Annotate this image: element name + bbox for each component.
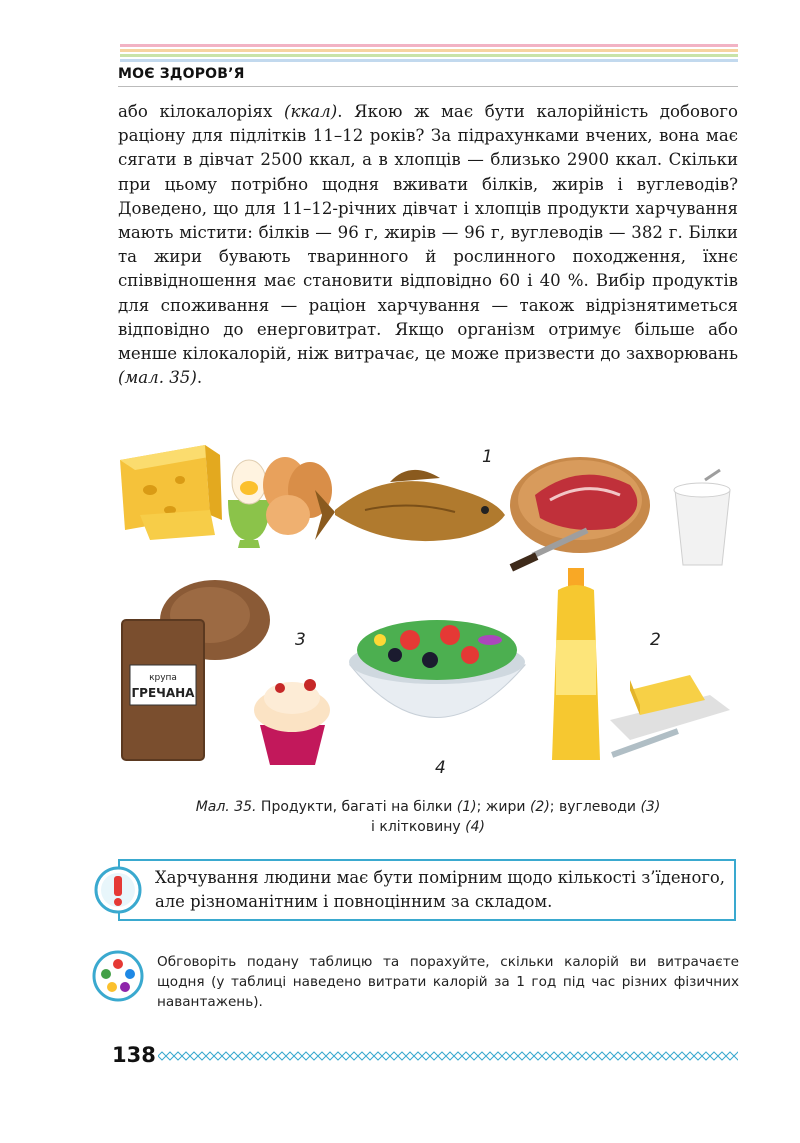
egg-cup-image — [228, 460, 270, 548]
group-discussion-icon — [92, 950, 144, 1002]
yogurt-image — [674, 470, 730, 565]
food-illustration — [110, 440, 740, 780]
figure-label-2: 2 — [650, 630, 661, 650]
header-stripe — [120, 49, 738, 52]
task-text: Обговоріть подану таблицю та порахуйте, скільки калорій ви витрачаєте щодня (у таблиці наведено витрати калорій за 1 год під час різних фізичних навантажень). — [157, 954, 739, 1010]
header-stripe — [120, 44, 738, 47]
buckwheat-pack-label-main: ГРЕЧАНА — [131, 686, 195, 700]
fish-image — [315, 470, 505, 541]
header-divider — [118, 86, 738, 87]
header-stripe — [120, 59, 738, 62]
caption-text: ; вуглеводи — [549, 799, 641, 815]
cupcake-image — [254, 679, 330, 765]
footer-zigzag-pattern — [158, 1050, 738, 1062]
caption-number: (2) — [529, 799, 550, 815]
body-paragraph — [118, 100, 738, 390]
salad-bowl-image — [349, 620, 525, 718]
header-stripe — [120, 54, 738, 57]
figure-caption — [118, 797, 738, 837]
figure-label-4: 4 — [435, 758, 446, 778]
caption-number: (3) — [640, 799, 661, 815]
figure-label-1: 1 — [482, 447, 493, 467]
buckwheat-pack-image — [122, 620, 204, 760]
important-note-text: Харчування людини має бути помірним щодо кількості з’їденого, але різноманітним і повноцінним за складом. — [155, 868, 725, 911]
header-stripes — [120, 44, 738, 64]
butter-image — [610, 675, 730, 758]
caption-number: (1) — [456, 799, 477, 815]
caption-text: і клітковину — [371, 819, 466, 835]
page-number: 138 — [112, 1043, 156, 1067]
exclamation-icon — [94, 866, 142, 914]
body-text-italic: (ккал) — [284, 102, 338, 121]
body-text-part: . Якою ж має бути калорійність добового раціону для підлітків 11–12 років? За підрахунками вчених, вона має сягати в дівчат 2500 ккал, а в хлопців — близько 2900 ккал. Скільки при цьому потрібно щодня вживати білків, жирів і вуглеводів? Доведено, що для 11–12-річних дівчат і хлопців продукти харчування мають містити: білків — 96 г, жирів — 96 г, вуглеводів — 382 г. Білки та жири бувають тваринного й рослинного походження, їхнє співвідношення має становити відповідно 60 і 40 %. Вибір продуктів для споживання — раціон харчування — також відрізнятиметься відповідно до енерговитрат. Якщо організм отримує більше або менше кілокалорій, ніж витрачає, це може призвести до захворювань — [118, 102, 738, 364]
food-illustration-svg — [110, 440, 740, 780]
cheese-image — [120, 445, 222, 540]
caption-prefix: Мал. 35. — [195, 799, 257, 815]
caption-text: Продукти, багаті на білки — [256, 799, 457, 815]
section-title: МОЄ ЗДОРОВ’Я — [118, 66, 245, 82]
buckwheat-pack-label-top: крупа — [149, 673, 177, 683]
body-text-part: . — [196, 368, 203, 388]
figure-label-3: 3 — [295, 630, 306, 650]
caption-text: ; жири — [476, 799, 530, 815]
meat-board-image — [510, 457, 650, 572]
figure-reference: (мал. 35) — [118, 368, 197, 388]
caption-number: (4) — [465, 819, 485, 835]
body-text-part: або кілокалоріях — [118, 102, 284, 121]
oil-bottle-image — [552, 568, 600, 760]
